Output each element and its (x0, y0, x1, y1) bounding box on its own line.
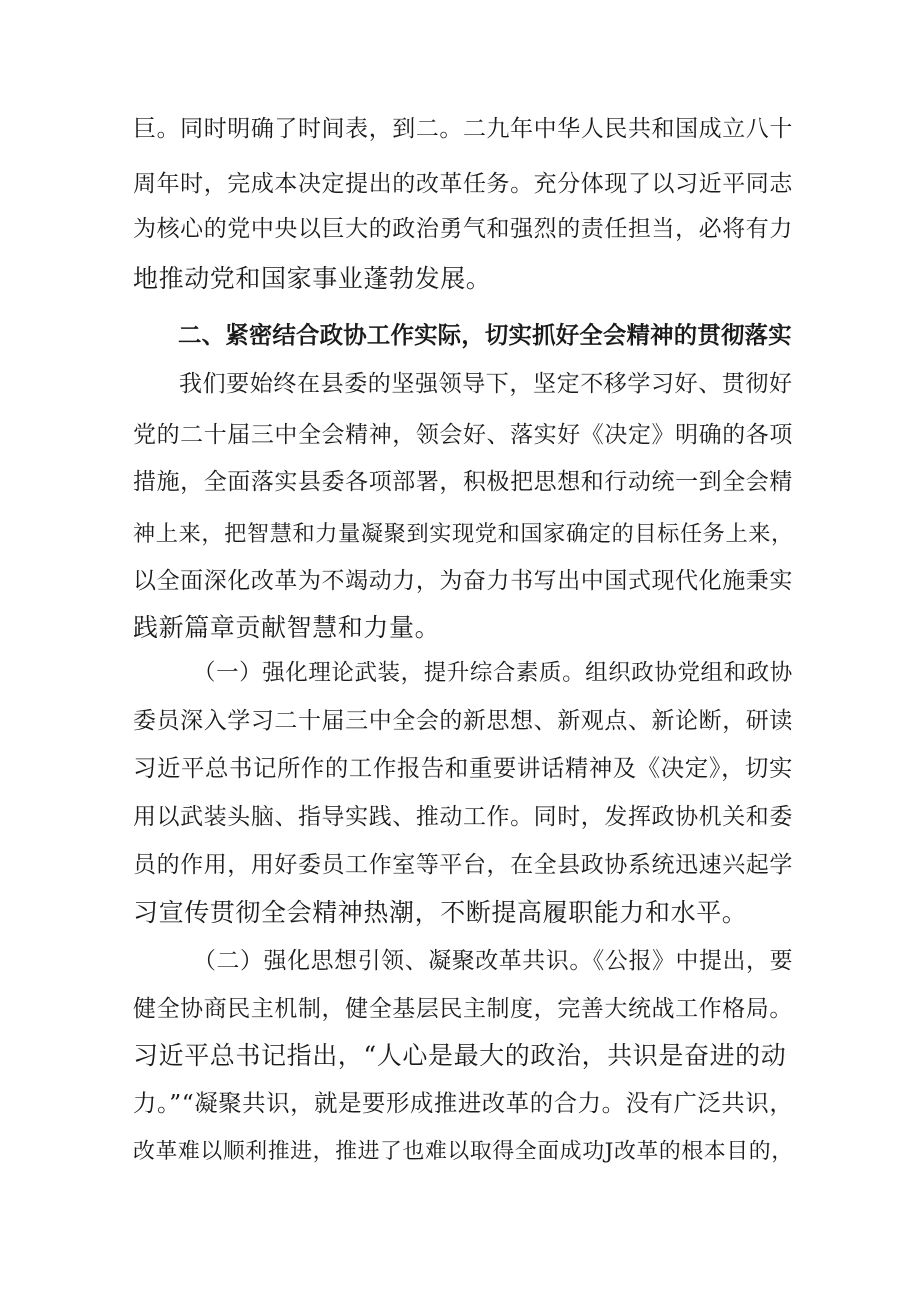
text-line: 健全协商民主机制，健全基层民主制度，完善大统战工作格局。 (133, 996, 793, 1022)
text-line: 党的二十届三中全会精神，领会好、落实好《决定》明确的各项 (133, 422, 793, 448)
text-line: 神上来，把智慧和力量凝聚到实现党和国家确定的目标任务上来， (133, 521, 794, 547)
text-line: 用以武装头脑、指导实践、推动工作。同时，发挥政协机关和委 (133, 804, 793, 830)
text-line: 力。”“凝聚共识，就是要形成推进改革的合力。没有广泛共识， (133, 1089, 794, 1117)
text-line: 为核心的党中央以巨大的政治勇气和强烈的责任担当，必将有力 (133, 216, 793, 242)
text-line: 委员深入学习二十届三中全会的新思想、新观点、新论断，研读 (133, 708, 793, 734)
text-line: 巨。同时明确了时间表，到二。二九年中华人民共和国成立八十 (133, 116, 793, 142)
text-line: 以全面深化改革为不竭动力，为奋力书写出中国式现代化施秉实 (133, 568, 793, 594)
text-line: 地推动党和国家事业蓬勃发展。 (133, 264, 492, 293)
text-line: 践新篇章贡献智慧和力量。 (133, 613, 441, 642)
text-line: （二）强化思想引领、凝聚改革共识。《公报》中提出，要 (193, 948, 794, 974)
text-line: 措施，全面落实县委各项部署，积极把思想和行动统一到全会精 (133, 469, 793, 495)
text-line: 改革难以顺利推进，推进了也难以取得全面成功J改革的根本目的， (133, 1139, 794, 1164)
text-line: 周年时，完成本决定提出的改革任务。充分体现了以习近平同志 (133, 171, 793, 197)
text-line: 我们要始终在县委的坚强领导下，坚定不移学习好、贯彻好 (179, 371, 793, 397)
text-line: 习宣传贯彻全会精神热潮，不断提高履职能力和水平。 (133, 898, 748, 927)
section-heading: 二、紧密结合政协工作实际，切实抓好全会精神的贯彻落实 (178, 321, 792, 349)
text-line: 习近平总书记指出，“人心是最大的政治，共识是奋进的动 (133, 1041, 787, 1070)
text-line: 习近平总书记所作的工作报告和重要讲话精神及《决定》，切实 (133, 754, 794, 782)
text-line: 员的作用，用好委员工作室等平台，在全县政协系统迅速兴起学 (133, 852, 793, 878)
text-line: （一）强化理论武装，提升综合素质。组织政协党组和政协 (193, 660, 793, 686)
